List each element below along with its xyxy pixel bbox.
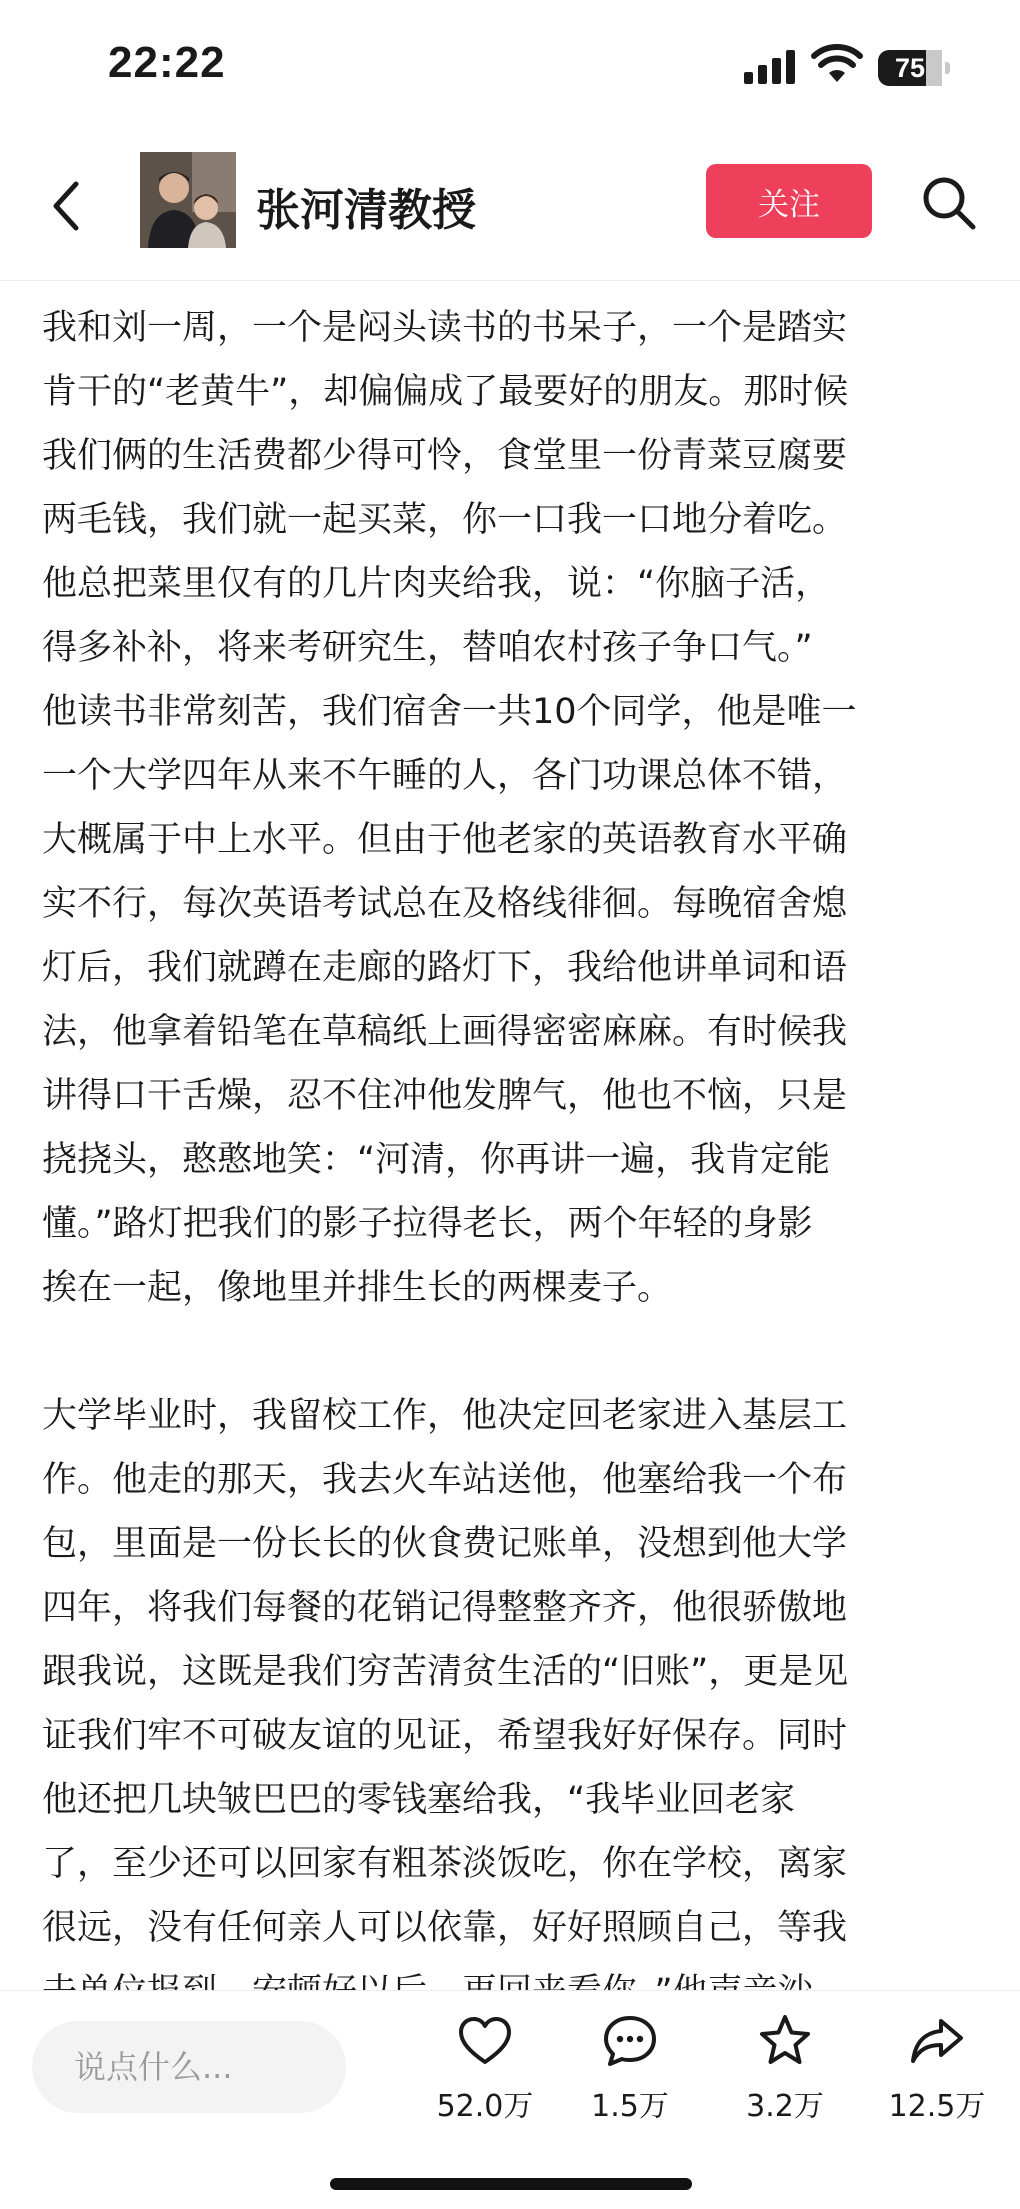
wifi-icon: [812, 46, 862, 84]
follow-button[interactable]: 关注: [706, 164, 872, 238]
article-body: [42, 296, 982, 1986]
share-count: 12.5万: [888, 2089, 986, 2124]
comment-button[interactable]: [565, 2013, 695, 2123]
article-paragraph: 我和刘一周，一个是闷头读书的书呆子，一个是踏实 肯干的“老黄牛”，却偏偏成了最要好的朋友。那时候 我们俩的生活费都少得可怜，食堂里一份青菜豆腐要 两毛钱，我们就一起买菜，你一口我一口地分着吃。 他总把菜里仅有的几片肉夹给我，说：“你脑子活， 得多补补，将来考研究生，替咱农村孩子争口气。” 他读书非常刻苦，我们宿舍一共10个同学，他是唯一 一个大学四年从来不午睡的人，各门功课总体不错， 大概属于中上水平。但由于他老家的英语教育水平确 实不行，每次英语考试总在及格线徘徊。每晚宿舍熄 灯后，我们就蹲在走廊的路灯下，我给他讲单词和语 法，他拿着铅笔在草稿纸上画得密密麻麻。有时候我 讲得口干舌燥，忍不住冲他发脾气，他也不恼，只是 挠挠头，憨憨地笑：“河清，你再讲一遍，我肯定能 懂。”路灯把我们的影子拉得老长，两个年轻的身影 挨在一起，像地里并排生长的两棵麦子。: [42, 308, 857, 1308]
comment-input[interactable]: [32, 2021, 346, 2113]
bottom-action-bar: [0, 1990, 1020, 2209]
battery-cap: [945, 62, 950, 74]
status-bar: [0, 0, 1020, 130]
cellular-signal-icon: [744, 50, 796, 84]
search-icon[interactable]: [920, 174, 978, 232]
favorite-button[interactable]: [720, 2013, 850, 2123]
like-count: 52.0万: [436, 2089, 534, 2124]
battery-body: [878, 50, 942, 86]
comment-count: 1.5万: [591, 2089, 669, 2124]
battery-indicator: [878, 50, 952, 86]
heart-icon: [457, 2013, 513, 2069]
share-icon: [909, 2013, 965, 2069]
header: [0, 140, 1020, 281]
status-time: 22:22: [108, 38, 226, 87]
comment-icon: [602, 2013, 658, 2069]
avatar-photo-icon: [140, 152, 236, 248]
like-button[interactable]: [420, 2013, 550, 2123]
favorite-count: 3.2万: [746, 2089, 824, 2124]
author-avatar[interactable]: [140, 152, 236, 248]
author-name[interactable]: 张河清教授: [256, 185, 476, 236]
article-paragraph: 大学毕业时，我留校工作，他决定回老家进入基层工 作。他走的那天，我去火车站送他，他塞给我一个布 包，里面是一份长长的伙食费记账单，没想到他大学 四年，将我们每餐的花销记得整整齐齐，他很骄傲地 跟我说，这既是我们穷苦清贫生活的“旧账”，更是见 证我们牢不可破友谊的见证，希望我好好保存。同时 他还把几块皱巴巴的零钱塞给我，“我毕业回老家 了，至少还可以回家有粗茶淡饭吃，你在学校，离家 很远，没有任何亲人可以依靠，好好照顾自己，等我: [42, 1396, 849, 1948]
home-indicator[interactable]: [330, 2178, 692, 2190]
share-button[interactable]: [872, 2013, 1002, 2123]
battery-level: 75: [894, 53, 926, 83]
back-arrow-icon[interactable]: [46, 176, 86, 236]
star-icon: [757, 2013, 813, 2069]
